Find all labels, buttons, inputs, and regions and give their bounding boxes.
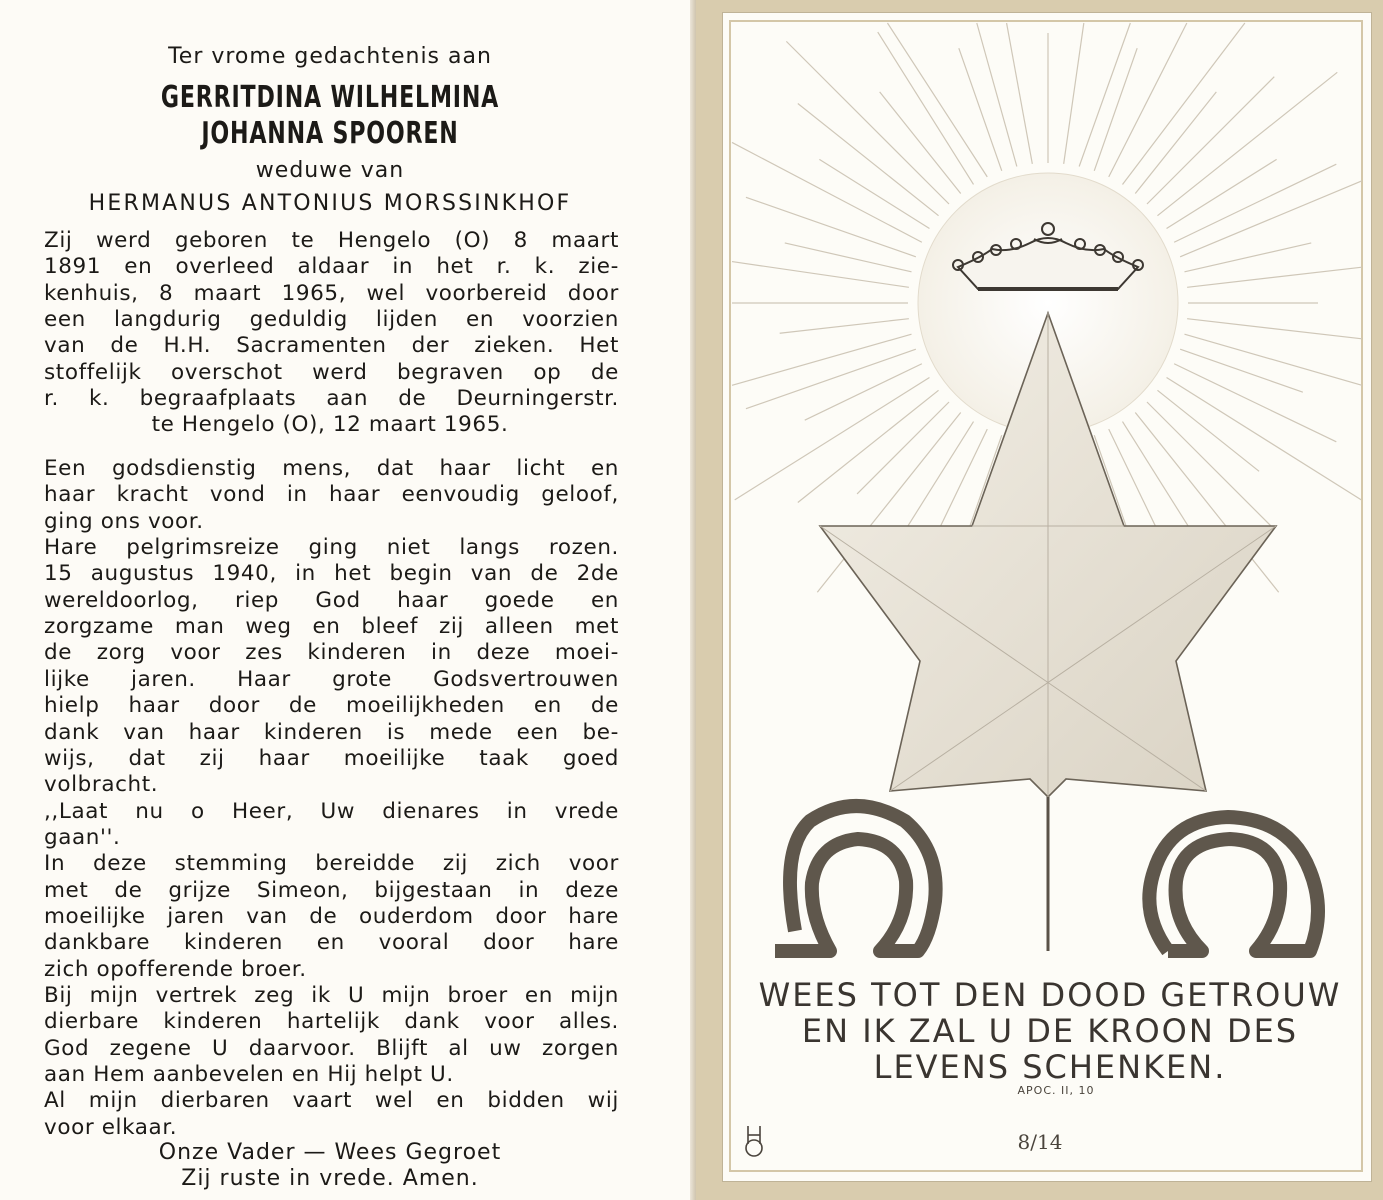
memorial-text-line: wereldoorlog, riep God haar goede en <box>44 587 619 613</box>
prayer-line: Onze Vader — Wees Gegroet <box>158 1140 502 1165</box>
memorial-text-line: Hare pelgrimsreize ging niet langs rozen. <box>44 535 619 561</box>
sun-ray <box>735 377 930 499</box>
memorial-text-line: zorgzame man weg en bleef zij alleen met <box>44 614 619 640</box>
sun-ray <box>887 23 987 177</box>
edition-number: 8/14 <box>1017 1130 1063 1154</box>
sun-ray <box>1064 23 1084 164</box>
biography-line: een langdurig geduldig lijden en voorzien <box>44 306 619 332</box>
husband-name: HERMANUS ANTONIUS MORSSINKHOF <box>88 191 572 216</box>
sun-ray <box>1094 48 1137 171</box>
sun-ray <box>785 243 912 272</box>
deceased-name-line-2: JOHANNA SPOOREN <box>201 116 459 151</box>
memorial-text-line: met de grijze Simeon, bijgestaan in deze <box>44 877 619 903</box>
sun-ray <box>1147 402 1274 529</box>
biography-line: 1891 en overleed aldaar in het r. k. zie- <box>44 254 619 280</box>
memorial-text-line: dierbare kinderen hartelijk dank voor alles. <box>44 1009 619 1035</box>
sun-ray <box>798 103 939 215</box>
memorial-text-line: Een godsdienstig mens, dat haar licht en <box>44 456 619 481</box>
memorial-text-line: voor elkaar. <box>44 1114 178 1140</box>
closing-line: Zij ruste in vrede. Amen. <box>181 1166 479 1191</box>
sun-ray <box>857 402 949 494</box>
memorial-text-line: gaan''. <box>44 824 121 850</box>
motto-line-2: EN IK ZAL U DE KROON DES <box>801 1012 1299 1050</box>
widow-of-label: weduwe van <box>255 158 405 183</box>
sun-ray <box>1187 267 1362 287</box>
sun-ray <box>959 48 1002 171</box>
sun-ray <box>1174 164 1336 242</box>
sun-ray <box>1079 23 1130 167</box>
sun-ray <box>1180 349 1303 392</box>
star-leaf-icon <box>820 313 1276 797</box>
memorial-text-page <box>0 0 690 1200</box>
memorial-text-line: de zorg voor zes kinderen in deze moei- <box>44 640 619 666</box>
omega-icon <box>1149 817 1318 951</box>
motto-line-1: WEES TOT DEN DOOD GETROUW <box>758 976 1342 1014</box>
memorial-text-line: God zegene U daarvoor. Blijft al uw zorgen <box>44 1035 619 1061</box>
alpha-icon <box>775 806 936 951</box>
sun-ray <box>1147 77 1274 204</box>
scripture-reference: APOC. II, 10 <box>1017 1084 1095 1097</box>
biography-line: van de H.H. Sacramenten der zieken. Het <box>44 333 619 359</box>
memorial-text-line: ,,Laat nu o Heer, Uw dienares in vrede <box>44 798 619 824</box>
devotional-illustration <box>730 21 1364 981</box>
memorial-intro: Ter vrome gedachtenis aan <box>168 44 492 69</box>
deceased-name-line-1: GERRITDINA WILHELMINA <box>160 80 500 115</box>
sun-ray <box>746 197 916 256</box>
sun-ray <box>819 159 929 228</box>
memorial-text-line: volbracht. <box>44 772 159 798</box>
memorial-text-line: 15 augustus 1940, in het begin van de 2de <box>44 561 619 587</box>
biography-line: r. k. begraafplaats aan de Deurningerstr. <box>44 385 619 411</box>
memorial-text-line: lijke jaren. Haar grote Godsvertrouwen <box>44 666 619 692</box>
memorial-text-line: dankbare kinderen en vooral door hare <box>44 930 619 956</box>
sun-ray <box>1187 319 1362 339</box>
artist-monogram <box>742 1124 766 1158</box>
memorial-text-line: dank van haar kinderen is mede een be- <box>44 719 619 745</box>
memorial-text-line: wijs, dat zij haar moeilijke taak goed <box>44 745 619 771</box>
memorial-text-line: In deze stemming bereidde zij zich voor <box>44 851 619 877</box>
biography-line: Zij werd geboren te Hengelo (O) 8 maart <box>44 228 619 253</box>
sun-ray <box>780 319 909 334</box>
memorial-text-line: zich opofferende broer. <box>44 956 307 982</box>
sun-ray <box>1109 23 1187 177</box>
sun-ray <box>1167 159 1277 228</box>
sun-ray <box>805 364 922 420</box>
biography-line: te Hengelo (O), 12 maart 1965. <box>151 412 509 438</box>
motto-line-3: LEVENS SCHENKEN. <box>873 1048 1227 1086</box>
sun-ray <box>732 142 922 242</box>
memorial-text-line: haar kracht vond in haar eenvoudig geloof, <box>44 482 619 508</box>
biography-line: stoffelijk overschot werd begraven op de <box>44 359 619 385</box>
sun-ray <box>1180 181 1362 257</box>
sun-ray <box>1167 377 1362 499</box>
memorial-text-line: Al mijn dierbaren vaart wel en bidden wij <box>44 1088 619 1114</box>
memorial-text-line: aan Hem aanbevelen en Hij helpt U. <box>44 1062 454 1088</box>
memorial-text-line: moeilijke jaren van de ouderdom door hare <box>44 903 619 929</box>
sun-ray <box>1157 72 1337 215</box>
sun-ray <box>1122 422 1191 532</box>
sun-ray <box>786 41 949 204</box>
memorial-text-line: Bij mijn vertrek zeg ik U mijn broer en mijn <box>44 983 619 1008</box>
memorial-text-line: hielp haar door de moeilijkheden en de <box>44 693 619 719</box>
memorial-text-line: ging ons voor. <box>44 508 204 534</box>
biography-line: kenhuis, 8 maart 1965, wel voorbereid door <box>44 280 619 306</box>
